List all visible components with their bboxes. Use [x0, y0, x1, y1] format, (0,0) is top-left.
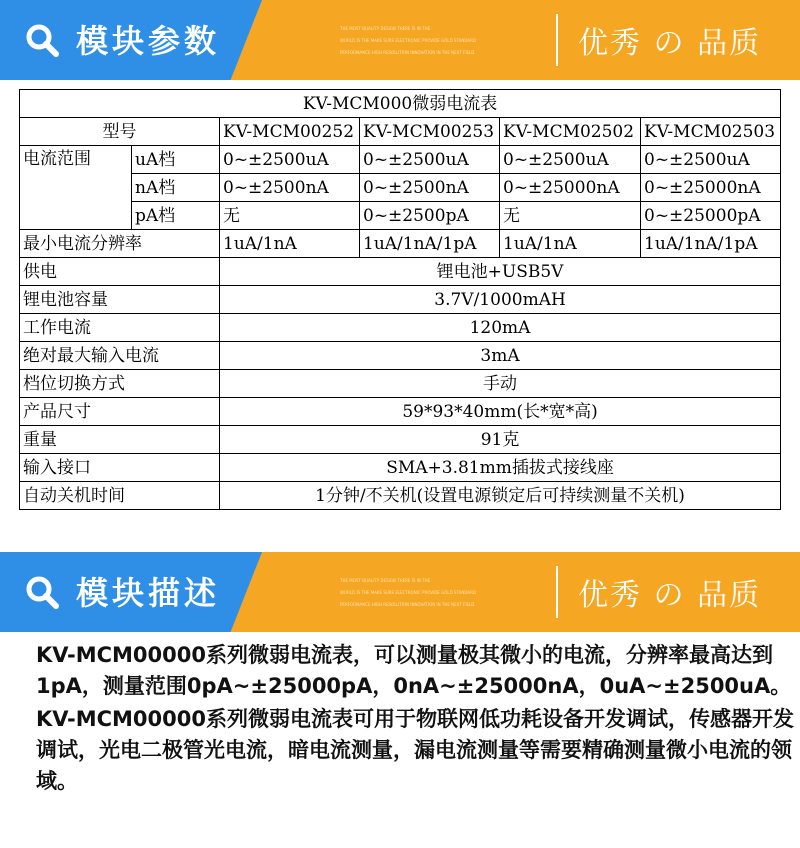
- model-cell: KV-MCM00253: [360, 118, 500, 146]
- range-value: 0~±2500pA: [360, 202, 500, 230]
- table-row: [20, 258, 781, 286]
- banner-divider: [556, 14, 558, 66]
- model-cell: KV-MCM02502: [500, 118, 641, 146]
- section-banner-params: [0, 0, 800, 80]
- table-row: [20, 370, 781, 398]
- spec-value: 59*93*40mm(长*宽*高): [220, 398, 781, 426]
- model-cell: KV-MCM02503: [641, 118, 781, 146]
- banner-slogan: 优秀 の 品质: [578, 578, 762, 613]
- spec-label: 产品尺寸: [20, 398, 220, 426]
- resolution-value: 1uA/1nA/1pA: [360, 230, 500, 258]
- resolution-value: 1uA/1nA: [220, 230, 360, 258]
- search-icon: [24, 22, 60, 58]
- range-unit: uA档: [132, 146, 220, 174]
- spec-label: 锂电池容量: [20, 286, 220, 314]
- table-row: [20, 90, 781, 118]
- description-paragraph: KV-MCM00000系列微弱电流表，可以测量极其微小的电流，分辨率最高达到1pA，测量范围0pA~±25000pA，0nA~±25000nA，0uA~±2500uA。: [36, 643, 792, 698]
- spec-value: 3.7V/1000mAH: [220, 286, 781, 314]
- table-row: [20, 202, 781, 230]
- module-description: [36, 640, 796, 799]
- spec-label: 工作电流: [20, 314, 220, 342]
- table-row: [20, 398, 781, 426]
- model-label: 型号: [20, 118, 220, 146]
- spec-value: SMA+3.81mm插拔式接线座: [220, 454, 781, 482]
- range-value: 0~±2500uA: [360, 146, 500, 174]
- search-icon: [24, 574, 60, 610]
- range-unit: pA档: [132, 202, 220, 230]
- banner-fine-print: THE MOST QUALITY DESIGN THERE IS IN THE: [340, 26, 431, 31]
- banner-fine-print: WORLD IS THE MAKE SURE ELECTRONIC PROVIDE GOLD STANDARD: [340, 38, 476, 43]
- spec-value: 手动: [220, 370, 781, 398]
- spec-label: 输入接口: [20, 454, 220, 482]
- range-value: 无: [500, 202, 641, 230]
- spec-table: [19, 89, 781, 510]
- banner-fine-print: THE MOST QUALITY DESIGN THERE IS IN THE: [340, 578, 431, 583]
- table-row: [20, 454, 781, 482]
- table-row: [20, 230, 781, 258]
- current-range-label: 电流范围: [20, 146, 132, 230]
- banner-fine-print: WORLD IS THE MAKE SURE ELECTRONIC PROVIDE GOLD STANDARD: [340, 590, 476, 595]
- description-paragraph: KV-MCM00000系列微弱电流表可用于物联网低功耗设备开发调试，传感器开发调试，光电二极管光电流，暗电流测量，漏电流测量等需要精确测量微小电流的领域。: [36, 707, 794, 793]
- table-row: [20, 286, 781, 314]
- table-row: [20, 342, 781, 370]
- banner-title: 模块描述: [76, 574, 221, 612]
- banner-fine-print: PERFORMANCE HIGH RESOLUTION INNOVATION IN THE NEXT FIELD: [340, 602, 475, 607]
- table-title: KV-MCM000微弱电流表: [20, 90, 781, 118]
- model-cell: KV-MCM00252: [220, 118, 360, 146]
- range-value: 0~±25000nA: [500, 174, 641, 202]
- range-value: 0~±25000pA: [641, 202, 781, 230]
- range-value: 无: [220, 202, 360, 230]
- spec-value: 3mA: [220, 342, 781, 370]
- table-row: [20, 426, 781, 454]
- table-row: [20, 146, 781, 174]
- table-row: [20, 118, 781, 146]
- range-value: 0~±2500nA: [220, 174, 360, 202]
- spec-label: 重量: [20, 426, 220, 454]
- spec-value: 1分钟/不关机(设置电源锁定后可持续测量不关机): [220, 482, 781, 510]
- section-banner-description: [0, 552, 800, 632]
- range-value: 0~±2500uA: [500, 146, 641, 174]
- table-row: [20, 482, 781, 510]
- resolution-value: 1uA/1nA/1pA: [641, 230, 781, 258]
- spec-label: 档位切换方式: [20, 370, 220, 398]
- spec-value: 锂电池+USB5V: [220, 258, 781, 286]
- resolution-label: 最小电流分辨率: [20, 230, 220, 258]
- range-value: 0~±25000nA: [641, 174, 781, 202]
- spec-label: 供电: [20, 258, 220, 286]
- spec-label: 自动关机时间: [20, 482, 220, 510]
- banner-fine-print: PERFORMANCE HIGH RESOLUTION INNOVATION IN THE NEXT FIELD: [340, 50, 475, 55]
- spec-value: 120mA: [220, 314, 781, 342]
- range-unit: nA档: [132, 174, 220, 202]
- spec-value: 91克: [220, 426, 781, 454]
- range-value: 0~±2500uA: [641, 146, 781, 174]
- banner-divider: [556, 566, 558, 618]
- table-row: [20, 314, 781, 342]
- resolution-value: 1uA/1nA: [500, 230, 641, 258]
- range-value: 0~±2500nA: [360, 174, 500, 202]
- spec-label: 绝对最大输入电流: [20, 342, 220, 370]
- range-value: 0~±2500uA: [220, 146, 360, 174]
- banner-slogan: 优秀 の 品质: [578, 26, 762, 61]
- table-row: [20, 174, 781, 202]
- banner-title: 模块参数: [76, 22, 221, 60]
